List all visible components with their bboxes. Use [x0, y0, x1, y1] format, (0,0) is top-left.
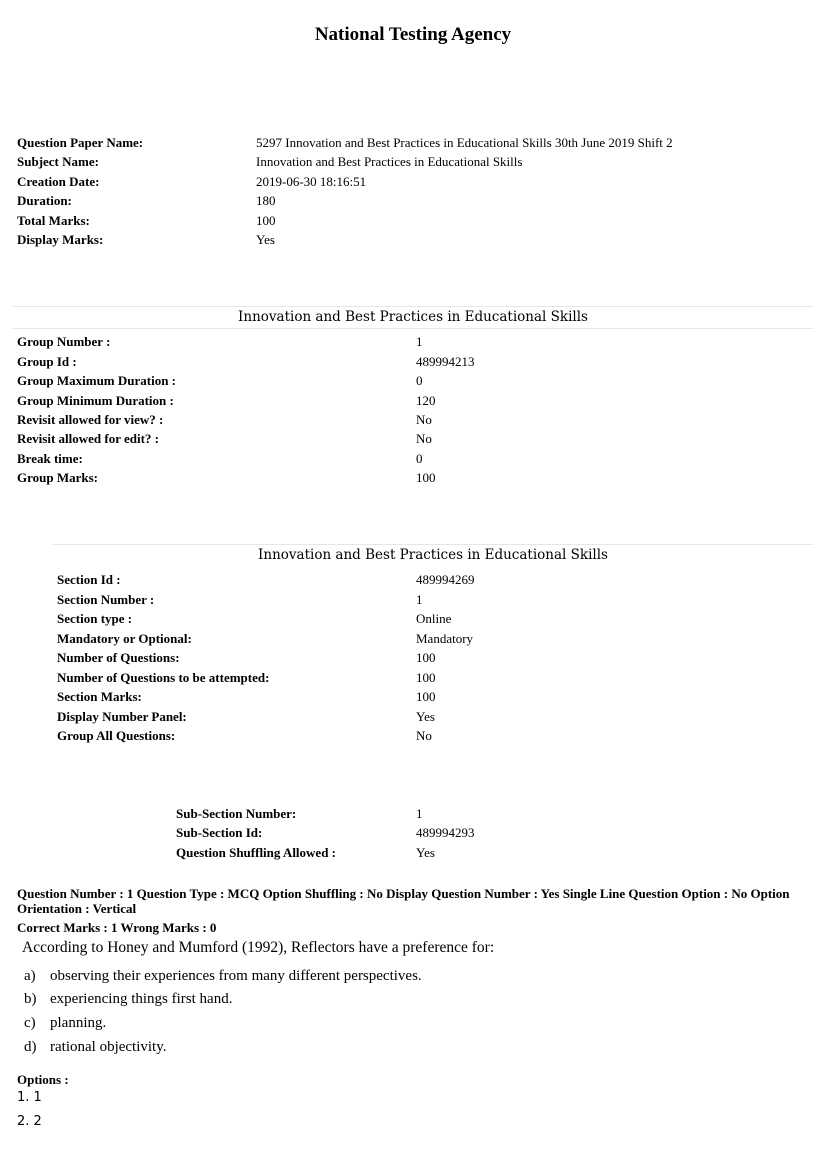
subsection-value: 1 — [416, 806, 423, 821]
choice-item — [24, 991, 232, 1008]
section-value: 100 — [416, 670, 436, 685]
choice-item — [24, 1039, 167, 1056]
paper-info-value: 100 — [256, 213, 276, 228]
group-heading: Innovation and Best Practices in Educational Skills — [238, 309, 588, 325]
section-label: Number of Questions to be attempted: — [57, 670, 270, 685]
section-label: Display Number Panel: — [57, 709, 187, 724]
section-divider — [53, 544, 813, 545]
subsection-value: Yes — [416, 845, 435, 860]
options-label: Options : — [17, 1072, 69, 1087]
section-label: Number of Questions: — [57, 650, 180, 665]
section-heading: Innovation and Best Practices in Educational Skills — [258, 547, 608, 563]
subsection-label: Sub-Section Number: — [176, 806, 297, 821]
option-item: 1. 1 — [17, 1090, 42, 1105]
option-item: 2. 2 — [17, 1114, 42, 1129]
choice-text: rational objectivity. — [50, 1039, 167, 1055]
paper-info-label: Total Marks: — [17, 213, 90, 228]
paper-info-value: 180 — [256, 193, 276, 208]
section-value: Online — [416, 611, 452, 626]
choice-key: d) — [24, 1039, 37, 1055]
group-label: Group Minimum Duration : — [17, 393, 174, 408]
paper-info-label: Subject Name: — [17, 154, 99, 169]
group-value: No — [416, 431, 432, 446]
paper-info-label: Question Paper Name: — [17, 135, 144, 150]
section-value: 1 — [416, 592, 423, 607]
paper-info-label: Display Marks: — [17, 232, 104, 247]
paper-info-label: Creation Date: — [17, 174, 100, 189]
choice-text: planning. — [50, 1015, 107, 1031]
subsection-label: Sub-Section Id: — [176, 825, 263, 840]
group-value: 489994213 — [416, 354, 475, 369]
paper-info-value: 2019-06-30 18:16:51 — [256, 174, 367, 189]
choice-text: experiencing things first hand. — [50, 991, 233, 1007]
section-value: Mandatory — [416, 631, 474, 646]
group-label: Revisit allowed for view? : — [17, 412, 164, 427]
choice-key: c) — [24, 1015, 36, 1031]
section-label: Section type : — [57, 611, 133, 626]
paper-info-value: Innovation and Best Practices in Educational Skills — [256, 154, 523, 169]
group-label: Group Number : — [17, 334, 111, 349]
section-value: 489994269 — [416, 572, 475, 587]
choice-text: observing their experiences from many different perspectives. — [50, 968, 422, 984]
choice-item — [24, 1015, 106, 1032]
section-label: Section Id : — [57, 572, 121, 587]
group-label: Revisit allowed for edit? : — [17, 431, 160, 446]
question-marks: Correct Marks : 1 Wrong Marks : 0 — [17, 920, 217, 935]
section-value: 100 — [416, 689, 436, 704]
section-label: Group All Questions: — [57, 728, 176, 743]
section-value: 100 — [416, 650, 436, 665]
question-text: According to Honey and Mumford (1992), Reflectors have a preference for: — [22, 939, 495, 956]
paper-info-value: 5297 Innovation and Best Practices in Educational Skills 30th June 2019 Shift 2 — [256, 135, 673, 150]
group-label: Group Id : — [17, 354, 77, 369]
group-label: Break time: — [17, 451, 83, 466]
group-divider — [13, 306, 813, 307]
page-title: National Testing Agency — [314, 24, 512, 45]
subsection-value: 489994293 — [416, 825, 475, 840]
choice-key: b) — [24, 991, 37, 1007]
group-value: 0 — [416, 373, 423, 388]
group-value: 100 — [416, 470, 436, 485]
group-value: 120 — [416, 393, 436, 408]
section-value: Yes — [416, 709, 435, 724]
group-value: No — [416, 412, 432, 427]
section-value: No — [416, 728, 432, 743]
question-meta: Question Number : 1 Question Type : MCQ Option Shuffling : No Display Question Number : Yes Single Line Question Option : No Option Orientation : Vertical — [17, 886, 790, 916]
group-divider — [13, 328, 813, 329]
paper-info-label: Duration: — [17, 193, 72, 208]
group-value: 1 — [416, 334, 423, 349]
group-value: 0 — [416, 451, 423, 466]
group-label: Group Marks: — [17, 470, 99, 485]
section-label: Section Number : — [57, 592, 155, 607]
subsection-label: Question Shuffling Allowed : — [176, 845, 337, 860]
paper-info-value: Yes — [256, 232, 275, 247]
choice-item — [24, 968, 422, 985]
section-label: Mandatory or Optional: — [57, 631, 192, 646]
section-label: Section Marks: — [57, 689, 142, 704]
group-label: Group Maximum Duration : — [17, 373, 177, 388]
choice-key: a) — [24, 968, 36, 984]
